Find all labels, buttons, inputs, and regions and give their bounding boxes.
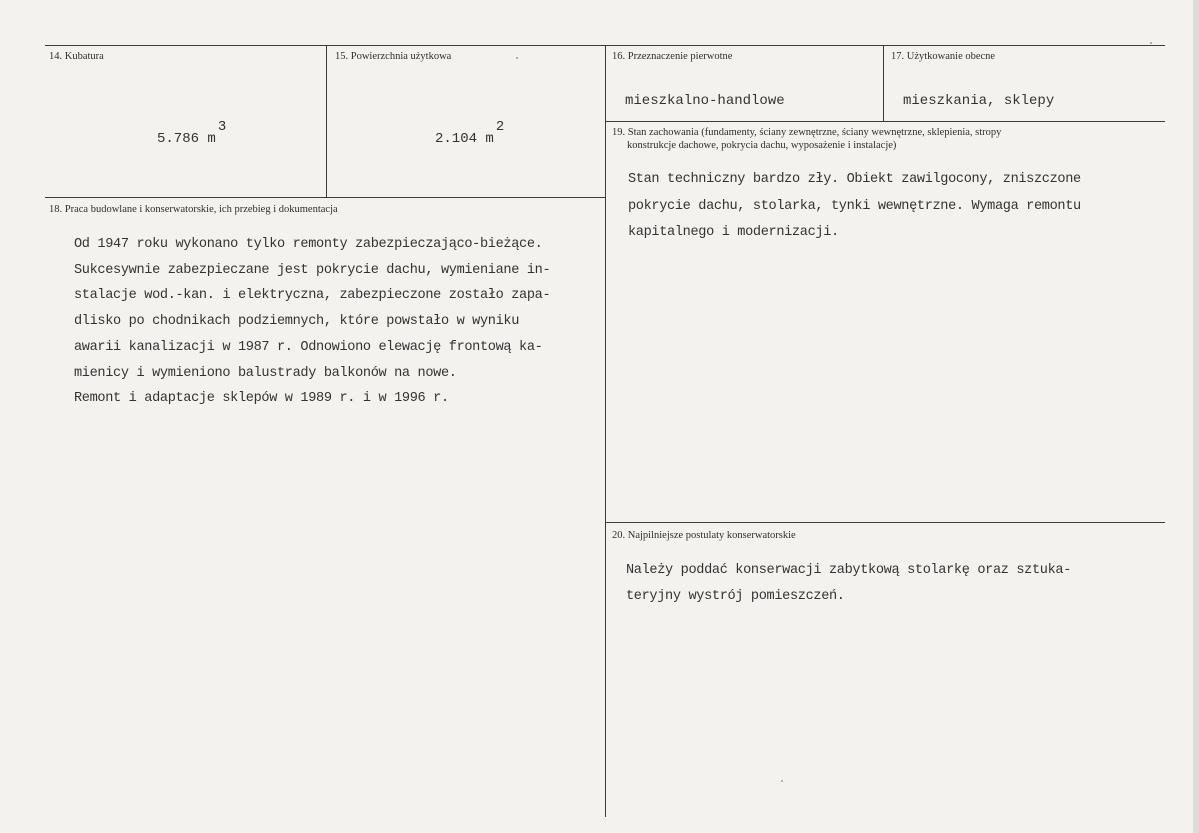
text-line: kapitalnego i modernizacji. <box>628 225 839 240</box>
field-16-value: mieszkalno-handlowe <box>625 93 785 109</box>
paper-speck <box>1150 42 1152 44</box>
field-20-text <box>626 558 1071 610</box>
field-14-label: 14. Kubatura <box>49 51 104 62</box>
field-17-value: mieszkania, sklepy <box>903 93 1055 109</box>
field-16-label: 16. Przeznaczenie pierwotne <box>612 51 733 62</box>
field-14-value <box>157 119 227 147</box>
field-19-label-line-2: konstrukcje dachowe, pokrycia dachu, wyposażenie i instalacje) <box>627 140 897 151</box>
paper-speck <box>781 780 783 782</box>
text-line: dlisko po chodnikach podziemnych, które powstało w wyniku <box>74 314 520 330</box>
rule-f20-top <box>605 522 1165 523</box>
field-19-label-line-1: 19. Stan zachowania (fundamenty, ściany zewnętrzne, ściany wewnętrzne, sklepienia, stropy <box>612 127 1002 138</box>
field-20-label: 20. Najpilniejsze postulaty konserwatorskie <box>612 530 796 541</box>
field-15-label: 15. Powierzchnia użytkowa <box>335 51 452 62</box>
rule-f18-top <box>45 197 605 198</box>
page-edge <box>1193 0 1199 833</box>
field-19-text <box>628 167 1081 247</box>
paper-speck <box>516 57 518 59</box>
text-line: stalacje wod.-kan. i elektryczna, zabezpieczone zostało zapa- <box>74 288 551 304</box>
divider-center <box>605 45 606 817</box>
area-value: 2.104 m <box>435 131 494 147</box>
rule-f19-top <box>605 121 1165 122</box>
text-line: teryjny wystrój pomieszczeń. <box>626 589 845 604</box>
text-line: Należy poddać konserwacji zabytkową stolarkę oraz sztuka- <box>626 563 1072 578</box>
field-17-label: 17. Użytkowanie obecne <box>891 51 996 62</box>
text-line: Od 1947 roku wykonano tylko remonty zabezpieczająco-bieżące. <box>74 237 543 252</box>
text-line: awarii kanalizacji w 1987 r. Odnowiono elewację frontową ka- <box>74 339 543 355</box>
text-line: mienicy i wymieniono balustrady balkonów na nowe. <box>74 365 457 381</box>
volume-value: 5.786 m <box>157 131 216 147</box>
text-line: Remont i adaptacje sklepów w 1989 r. i w 1996 r. <box>74 391 449 407</box>
text-line: Sukcesywnie zabezpieczane jest pokrycie dachu, wymieniane in- <box>74 262 551 278</box>
text-line: pokrycie dachu, stolarka, tynki wewnętrzne. Wymaga remontu <box>628 198 1081 214</box>
volume-exponent: 3 <box>217 119 227 135</box>
field-18-text <box>74 232 550 412</box>
text-line: Stan techniczny bardzo zły. Obiekt zawilgocony, zniszczone <box>628 172 1081 187</box>
divider-f16-f17 <box>883 45 884 121</box>
divider-f14-f15 <box>326 45 327 197</box>
area-exponent: 2 <box>495 119 505 135</box>
field-15-value <box>435 119 505 147</box>
field-18-label: 18. Praca budowlane i konserwatorskie, ich przebieg i dokumentacja <box>49 204 338 215</box>
